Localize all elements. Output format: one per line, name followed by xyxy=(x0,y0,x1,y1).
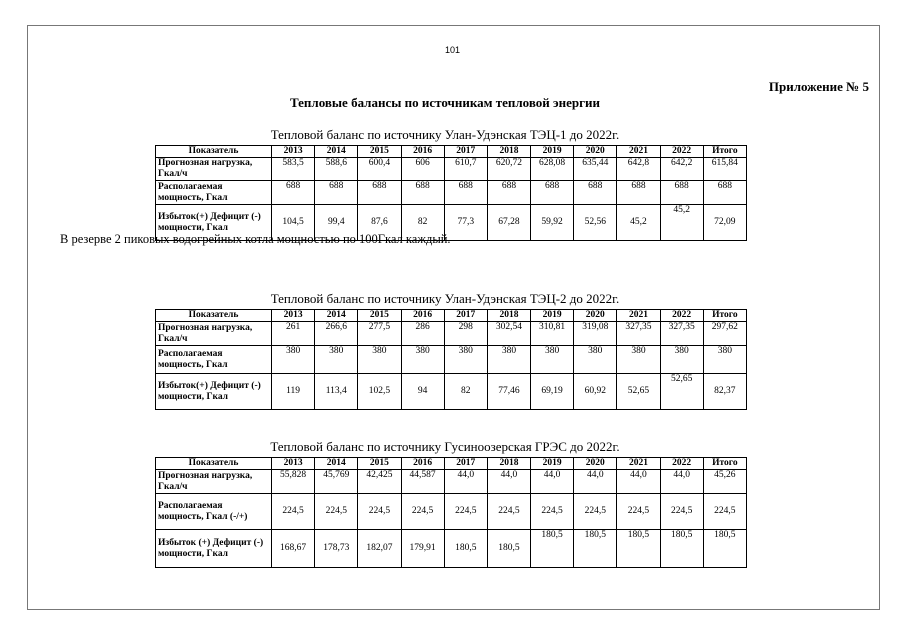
table-cell: 44,0 xyxy=(531,470,574,494)
table-cell: 297,62 xyxy=(703,322,746,346)
table-caption-3: Тепловой баланс по источнику Гусиноозерская ГРЭС до 2022г. xyxy=(270,439,620,454)
table-cell: 628,08 xyxy=(531,158,574,181)
table-cell: 224,5 xyxy=(315,494,358,530)
table-cell: 380 xyxy=(531,346,574,374)
table-cell: 688 xyxy=(315,181,358,205)
table-row xyxy=(156,494,747,530)
table-row xyxy=(156,346,747,374)
table-cell: 77,46 xyxy=(487,374,530,410)
table-cell: 180,5 xyxy=(703,530,746,568)
header-cell: 2016 xyxy=(401,146,444,158)
table-cell: 327,35 xyxy=(617,322,660,346)
table-cell: 224,5 xyxy=(531,494,574,530)
header-cell: 2017 xyxy=(444,458,487,470)
appendix-label: Приложение № 5 xyxy=(768,79,869,94)
table-cell: 72,09 xyxy=(703,205,746,241)
table-cell: 266,6 xyxy=(315,322,358,346)
table-cell: 69,19 xyxy=(531,374,574,410)
table-cell: 319,08 xyxy=(574,322,617,346)
table-cell: 44,0 xyxy=(574,470,617,494)
table-header-row xyxy=(156,458,747,470)
header-cell: 2017 xyxy=(444,146,487,158)
header-cell: 2014 xyxy=(315,146,358,158)
table-cell: 606 xyxy=(401,158,444,181)
header-cell: 2014 xyxy=(315,458,358,470)
header-cell: Показатель xyxy=(156,310,272,322)
table-cell: 688 xyxy=(272,181,315,205)
table-cell: 224,5 xyxy=(401,494,444,530)
table-cell: 168,67 xyxy=(272,530,315,568)
table-cell: 180,5 xyxy=(444,530,487,568)
table-cell: 298 xyxy=(444,322,487,346)
table-cell: 179,91 xyxy=(401,530,444,568)
header-cell: 2020 xyxy=(574,146,617,158)
table-cell: 52,65 xyxy=(660,374,703,410)
table-cell: 583,5 xyxy=(272,158,315,181)
table-cell: 610,7 xyxy=(444,158,487,181)
table-cell: 688 xyxy=(401,181,444,205)
table-cell: 588,6 xyxy=(315,158,358,181)
table-cell: 77,3 xyxy=(444,205,487,241)
table-cell: 642,2 xyxy=(660,158,703,181)
table-cell: 642,8 xyxy=(617,158,660,181)
header-cell: 2020 xyxy=(574,310,617,322)
table-cell: 44,587 xyxy=(401,470,444,494)
table-row xyxy=(156,374,747,410)
table-cell: 688 xyxy=(703,181,746,205)
header-cell: Итого xyxy=(703,458,746,470)
table-cell: 102,5 xyxy=(358,374,401,410)
table-cell: 52,56 xyxy=(574,205,617,241)
page-number: 101 xyxy=(444,45,461,55)
table-cell: 45,769 xyxy=(315,470,358,494)
header-cell: 2013 xyxy=(272,310,315,322)
table-cell: 44,0 xyxy=(617,470,660,494)
table-caption-2: Тепловой баланс по источнику Улан-Удэнская ТЭЦ-2 до 2022г. xyxy=(270,291,620,306)
table-cell: 224,5 xyxy=(703,494,746,530)
header-cell: 2018 xyxy=(487,310,530,322)
table-cell: 224,5 xyxy=(272,494,315,530)
table-cell: 180,5 xyxy=(660,530,703,568)
header-cell: Показатель xyxy=(156,146,272,158)
table-cell: 113,4 xyxy=(315,374,358,410)
table-header-row xyxy=(156,146,747,158)
header-cell: 2018 xyxy=(487,146,530,158)
table-row xyxy=(156,530,747,568)
header-cell: 2021 xyxy=(617,310,660,322)
table-cell: 615,84 xyxy=(703,158,746,181)
table-cell: 224,5 xyxy=(444,494,487,530)
document-title: Тепловые балансы по источникам тепловой энергии xyxy=(289,95,601,110)
table-cell: 82,37 xyxy=(703,374,746,410)
row-label: Избыток(+) Дефицит (-) мощности, Гкал xyxy=(156,374,272,410)
header-cell: 2021 xyxy=(617,146,660,158)
heat-balance-table-3 xyxy=(155,457,747,568)
table-cell: 224,5 xyxy=(487,494,530,530)
table-cell: 286 xyxy=(401,322,444,346)
header-cell: 2015 xyxy=(358,458,401,470)
table-cell: 688 xyxy=(531,181,574,205)
table-cell: 45,26 xyxy=(703,470,746,494)
table-cell: 380 xyxy=(703,346,746,374)
table-cell: 224,5 xyxy=(617,494,660,530)
table-cell: 224,5 xyxy=(660,494,703,530)
table-cell: 380 xyxy=(444,346,487,374)
table-cell: 380 xyxy=(401,346,444,374)
table-cell: 688 xyxy=(617,181,660,205)
header-cell: 2019 xyxy=(531,458,574,470)
table-cell: 688 xyxy=(574,181,617,205)
table-cell: 55,828 xyxy=(272,470,315,494)
table-row xyxy=(156,158,747,181)
header-cell: 2016 xyxy=(401,458,444,470)
table-cell: 104,5 xyxy=(272,205,315,241)
table-cell: 45,2 xyxy=(660,205,703,241)
heat-balance-table-2 xyxy=(155,309,747,410)
table-cell: 94 xyxy=(401,374,444,410)
table-cell: 60,92 xyxy=(574,374,617,410)
row-label: Располагаемая мощность, Гкал xyxy=(156,346,272,374)
table-header-row xyxy=(156,310,747,322)
table-cell: 380 xyxy=(487,346,530,374)
table-cell: 180,5 xyxy=(574,530,617,568)
header-cell: 2018 xyxy=(487,458,530,470)
table-cell: 224,5 xyxy=(358,494,401,530)
table-cell: 688 xyxy=(487,181,530,205)
header-cell: 2017 xyxy=(444,310,487,322)
header-cell: 2019 xyxy=(531,146,574,158)
row-label: Прогнозная нагрузка, Гкал/ч xyxy=(156,470,272,494)
table-cell: 52,65 xyxy=(617,374,660,410)
row-label: Избыток (+) Дефицит (-) мощности, Гкал xyxy=(156,530,272,568)
table-cell: 45,2 xyxy=(617,205,660,241)
header-cell: 2014 xyxy=(315,310,358,322)
header-cell: 2022 xyxy=(660,310,703,322)
table-cell: 178,73 xyxy=(315,530,358,568)
row-label: Располагаемая мощность, Гкал (-/+) xyxy=(156,494,272,530)
table-cell: 380 xyxy=(315,346,358,374)
table-cell: 620,72 xyxy=(487,158,530,181)
table-cell: 635,44 xyxy=(574,158,617,181)
table-cell: 302,54 xyxy=(487,322,530,346)
row-label: Избыток(+) Дефицит (-) мощности, Гкал xyxy=(156,205,272,241)
table-cell: 44,0 xyxy=(660,470,703,494)
header-cell: 2019 xyxy=(531,310,574,322)
header-cell: 2021 xyxy=(617,458,660,470)
header-cell: 2022 xyxy=(660,146,703,158)
table-cell: 180,5 xyxy=(487,530,530,568)
table-cell: 44,0 xyxy=(487,470,530,494)
table-cell: 182,07 xyxy=(358,530,401,568)
table-row xyxy=(156,322,747,346)
table-cell: 327,35 xyxy=(660,322,703,346)
table-row xyxy=(156,181,747,205)
table-cell: 277,5 xyxy=(358,322,401,346)
header-cell: 2015 xyxy=(358,146,401,158)
table-cell: 261 xyxy=(272,322,315,346)
table-cell: 119 xyxy=(272,374,315,410)
table-cell: 87,6 xyxy=(358,205,401,241)
row-label: Прогнозная нагрузка, Гкал/ч xyxy=(156,322,272,346)
table-cell: 688 xyxy=(444,181,487,205)
header-cell: Итого xyxy=(703,310,746,322)
row-label: Прогнозная нагрузка, Гкал/ч xyxy=(156,158,272,181)
table-cell: 310,81 xyxy=(531,322,574,346)
table-cell: 688 xyxy=(660,181,703,205)
table-cell: 380 xyxy=(617,346,660,374)
table-cell: 42,425 xyxy=(358,470,401,494)
header-cell: Показатель xyxy=(156,458,272,470)
table-cell: 82 xyxy=(401,205,444,241)
table-row xyxy=(156,470,747,494)
table-cell: 59,92 xyxy=(531,205,574,241)
table-cell: 688 xyxy=(358,181,401,205)
table-cell: 380 xyxy=(574,346,617,374)
table-cell: 224,5 xyxy=(574,494,617,530)
table-cell: 44,0 xyxy=(444,470,487,494)
table-cell: 380 xyxy=(660,346,703,374)
header-cell: 2013 xyxy=(272,458,315,470)
table-cell: 380 xyxy=(358,346,401,374)
header-cell: 2016 xyxy=(401,310,444,322)
table-cell: 99,4 xyxy=(315,205,358,241)
reserve-note: В резерве 2 пиковых водогрейных котла мощностью по 100Гкал каждый. xyxy=(60,232,451,246)
table-cell: 180,5 xyxy=(617,530,660,568)
row-label: Располагаемая мощность, Гкал xyxy=(156,181,272,205)
table-cell: 67,28 xyxy=(487,205,530,241)
header-cell: 2022 xyxy=(660,458,703,470)
table-cell: 180,5 xyxy=(531,530,574,568)
table-cell: 380 xyxy=(272,346,315,374)
header-cell: Итого xyxy=(703,146,746,158)
header-cell: 2020 xyxy=(574,458,617,470)
header-cell: 2013 xyxy=(272,146,315,158)
table-cell: 600,4 xyxy=(358,158,401,181)
table-caption-1: Тепловой баланс по источнику Улан-Удэнская ТЭЦ-1 до 2022г. xyxy=(270,127,620,142)
heat-balance-table-1 xyxy=(155,145,747,241)
header-cell: 2015 xyxy=(358,310,401,322)
table-cell: 82 xyxy=(444,374,487,410)
